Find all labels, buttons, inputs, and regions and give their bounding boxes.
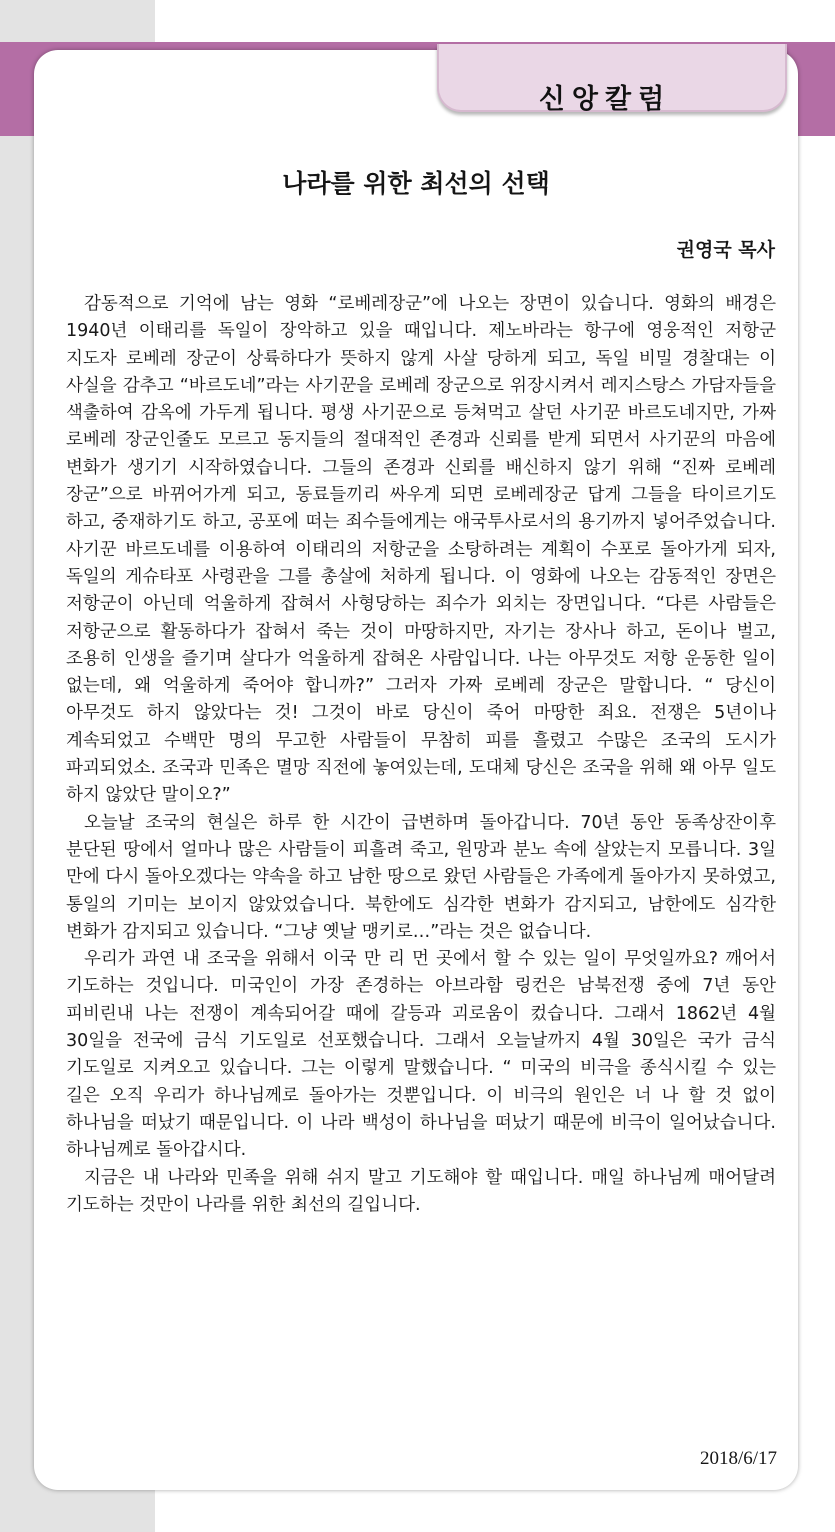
section-label: 신앙칼럼 xyxy=(538,84,672,115)
article-paragraph: 우리가 과연 내 조국을 위해서 이국 만 리 먼 곳에서 할 수 있는 일이 무엇일까요? 깨어서 기도하는 것입니다. 미국인이 가장 존경하는 아브라함 링컨은 남북전쟁 중에 7년 동안 피비린내 나는 전쟁이 계속되어갈 때에 갈등과 괴로움이 컸습니다. 그래서 1862년 4월 30일을 전국에 금식 기도일로 선포했습니다. 그래서 오늘날까지 4월 30일은 국가 금식 기도일로 지켜오고 있습니다. 그는 이렇게 말했습니다. “ 미국의 비극을 종식시킬 수 있는 길은 오직 우리가 하나님께로 돌아가는 것뿐입니다. 이 비극의 원인은 너 나 할 것 없이 하나님을 떠났기 때문입니다. 이 나라 백성이 하나님을 떠났기 때문에 비극이 일어났습니다. 하나님께로 돌아갑시다. xyxy=(66,949,776,1161)
article-date: 2018/6/17 xyxy=(699,1448,777,1469)
article-paragraph: 감동적으로 기억에 남는 영화 “로베레장군”에 나오는 장면이 있습니다. 영화의 배경은 1940년 이태리를 독일이 장악하고 있을 때입니다. 제노바라는 항구에 영웅적인 저항군 지도자 로베레 장군이 상륙하다가 뜻하지 않게 사살 당하게 되고, 독일 비밀 경찰대는 이 사실을 감추고 “바르도네”라는 사기꾼을 로베레 장군으로 위장시켜서 레지스탕스 가담자들을 색출하여 감옥에 가두게 됩니다. 평생 사기꾼으로 등쳐먹고 살던 사기꾼 바르도네지만, 가짜 로베레 장군인줄도 모르고 동지들의 절대적인 존경과 신뢰를 받게 되면서 사기꾼의 마음에 변화가 생기기 시작하였습니다. 그들의 존경과 신뢰를 배신하지 않기 위해 “진짜 로베레 장군”으로 바뀌어가게 되고, 동료들끼리 싸우게 되면 로베레장군 답게 그들을 타이르기도 하고, 중재하기도 하고, 공포에 떠는 죄수들에게는 애국투사로서의 용기까지 넣어주었습니다. 사기꾼 바르도네를 이용하여 이태리의 저항군을 소탕하려는 계획이 수포로 돌아가게 되자, 독일의 게슈타포 사령관을 그를 총살에 처하게 됩니다. 이 영화에 나오는 감동적인 장면은 저항군이 아닌데 억울하게 잡혀서 사형당하는 죄수가 외치는 장면입니다. “다른 사람들은 저항군으로 활동하다가 잡혀서 죽는 것이 마땅하지만, 자기는 장사나 하고, 돈이나 벌고, 조용히 인생을 즐기며 살다가 억울하게 잡혀온 사람입니다. 나는 아무것도 저항 운동한 일이 없는데, 왜 억울하게 죽어야 합니까?” 그러자 가짜 로베레 장군은 말합니다. “ 당신이 아무것도 하지 않았다는 것! 그것이 바로 당신이 죽어 마땅한 죄요. 전쟁은 5년이나 계속되었고 수백만 명의 무고한 사람들이 무참히 피를 흘렸고 수많은 조국의 도시가 파괴되었소. 조국과 민족은 멸망 직전에 놓여있는데, 도대체 당신은 조국을 위해 왜 아무 일도 하지 않았단 말이오?” xyxy=(66,294,776,806)
article-paragraph: 지금은 내 나라와 민족을 위해 쉬지 말고 기도해야 할 때입니다. 매일 하나님께 매어달려 기도하는 것만이 나라를 위한 최선의 길입니다. xyxy=(66,1167,776,1215)
article-author: 권영국 목사 xyxy=(676,239,775,261)
article-body xyxy=(66,291,776,1219)
article-paragraph: 오늘날 조국의 현실은 하루 한 시간이 급변하며 돌아갑니다. 70년 동안 동족상잔이후 분단된 땅에서 얼마나 많은 사람들이 피흘려 죽고, 원망과 분노 속에 살았는지 모릅니다. 3일 만에 다시 돌아오겠다는 약속을 하고 남한 땅으로 왔던 사람들은 가족에게 돌아가지 못하였고, 통일의 기미는 보이지 않았었습니다. 북한에도 심각한 변화가 감지되고, 남한에도 심각한 변화가 감지되고 있습니다. “그냥 옛날 맹키로…”라는 것은 없습니다. xyxy=(66,812,776,942)
article-title: 나라를 위한 최선의 선택 xyxy=(282,169,550,198)
